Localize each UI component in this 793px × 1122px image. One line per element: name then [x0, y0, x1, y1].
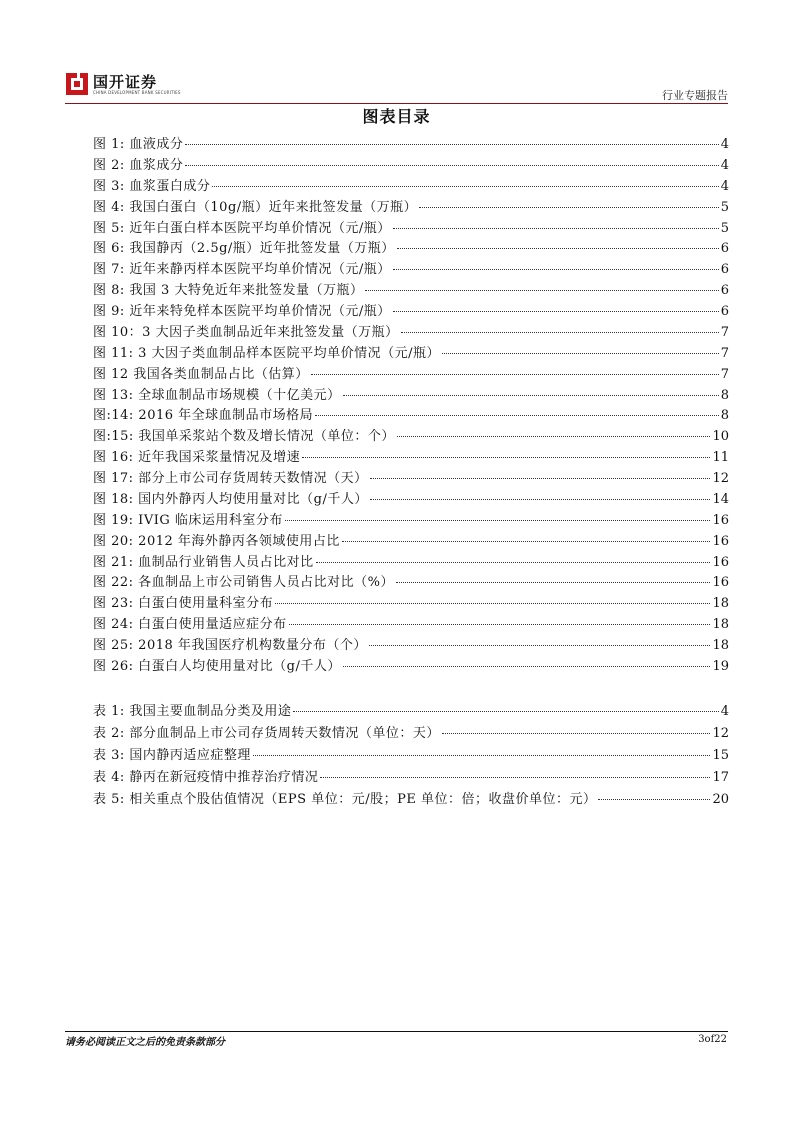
toc-entry-label: 图 16: 近年我国采浆量情况及增速	[93, 450, 301, 466]
figure-toc-entry[interactable]	[93, 407, 729, 425]
toc-dot-leader	[275, 603, 710, 604]
toc-entry-page: 7	[720, 345, 729, 361]
table-toc-entry[interactable]	[93, 791, 729, 809]
figure-toc-entry[interactable]	[93, 366, 729, 384]
toc-entry-label: 图:15: 我国单采浆站个数及增长情况（单位：个）	[93, 429, 395, 445]
toc-entry-label: 图 6: 我国静丙（2.5g/瓶）近年批签发量（万瓶）	[93, 241, 395, 257]
figure-toc-entry[interactable]	[93, 199, 729, 217]
figure-toc-entry[interactable]	[93, 428, 729, 446]
toc-dot-leader	[369, 645, 711, 646]
figure-toc-entry[interactable]	[93, 616, 729, 634]
figure-toc-entry[interactable]	[93, 533, 729, 551]
figure-toc-entry[interactable]	[93, 220, 729, 238]
toc-dot-leader	[370, 478, 711, 479]
toc-entry-page: 6	[720, 304, 729, 319]
toc-entry-page: 8	[720, 408, 729, 424]
figure-toc-entry[interactable]	[93, 637, 729, 655]
toc-entry-page: 7	[720, 366, 729, 382]
figure-toc-entry[interactable]	[93, 178, 729, 196]
page-title: 图表目录	[362, 107, 431, 126]
toc-entry-page: 15	[712, 748, 729, 763]
toc-dot-leader	[342, 541, 711, 542]
toc-entry-page: 6	[720, 262, 729, 278]
toc-entry-page: 19	[712, 658, 729, 674]
toc-entry-label: 图 26: 白蛋白人均使用量对比（g/千人）	[93, 658, 341, 674]
toc-entry-page: 17	[712, 770, 729, 785]
figure-toc-entry[interactable]	[93, 574, 729, 592]
figure-toc-entry[interactable]	[93, 658, 729, 676]
footer-divider	[65, 1031, 728, 1032]
toc-entry-page: 6	[720, 241, 729, 257]
figure-toc-entry[interactable]	[93, 512, 729, 530]
toc-entry-label: 图:14: 2016 年全球血制品市场格局	[93, 408, 314, 424]
figure-toc	[93, 136, 729, 676]
table-toc-entry[interactable]	[93, 769, 729, 787]
toc-entry-label: 表 2: 部分血制品上市公司存货周转天数情况（单位：天）	[93, 726, 440, 741]
toc-entry-label: 表 5: 相关重点个股估值情况（EPS 单位：元/股；PE 单位：倍；收盘价单位：元）	[93, 792, 597, 807]
toc-dot-leader	[442, 733, 711, 734]
disclaimer: 请务必阅读正文之后的免责条款部分	[65, 1037, 225, 1048]
figure-toc-entry[interactable]	[93, 240, 729, 258]
toc-entry-label: 图 25: 2018 年我国医疗机构数量分布（个）	[93, 638, 367, 653]
toc-entry-label: 图 10：3 大因子类血制品近年来批签发量（万瓶）	[93, 324, 399, 340]
toc-entry-label: 图 7: 近年来静丙样本医院平均单价情况（元/瓶）	[93, 262, 391, 278]
toc-entry-label: 图 17: 部分上市公司存货周转天数情况（天）	[93, 471, 368, 486]
toc-entry-page: 16	[712, 512, 729, 528]
toc-dot-leader	[316, 562, 711, 563]
toc-entry-page: 5	[720, 199, 729, 215]
toc-entry-label: 表 3: 国内静丙适应症整理	[93, 748, 251, 763]
toc-entry-label: 图 4: 我国白蛋白（10g/瓶）近年来批签发量（万瓶）	[93, 199, 418, 215]
toc-entry-page: 4	[720, 704, 729, 719]
figure-toc-entry[interactable]	[93, 261, 729, 279]
toc-dot-leader	[598, 799, 710, 800]
brand-logo-icon	[66, 73, 88, 95]
toc-dot-leader	[401, 332, 719, 333]
toc-dot-leader	[343, 666, 711, 667]
toc-entry-page: 20	[712, 792, 729, 807]
toc-dot-leader	[302, 457, 710, 458]
figure-toc-entry[interactable]	[93, 491, 729, 509]
toc-entry-label: 图 1: 血液成分	[93, 137, 184, 152]
toc-dot-leader	[397, 248, 719, 249]
toc-entry-page: 18	[712, 596, 729, 612]
figure-toc-entry[interactable]	[93, 554, 729, 572]
toc-entry-page: 11	[712, 450, 729, 466]
toc-dot-leader	[397, 436, 711, 437]
toc-dot-leader	[285, 520, 711, 521]
figure-toc-entry[interactable]	[93, 157, 729, 175]
toc-dot-leader	[253, 755, 711, 756]
figure-toc-entry[interactable]	[93, 136, 729, 154]
toc-entry-label: 图 8: 我国 3 大特免近年来批签发量（万瓶）	[93, 283, 364, 299]
figure-toc-entry[interactable]	[93, 387, 729, 405]
toc-entry-label: 表 4: 静丙在新冠疫情中推荐治疗情况	[93, 770, 319, 785]
brand-name: 国开证券	[93, 73, 158, 91]
toc-dot-leader	[320, 777, 710, 778]
toc-dot-leader	[393, 228, 719, 229]
report-type: 行业专题报告	[662, 89, 728, 102]
figure-toc-entry[interactable]	[93, 449, 729, 467]
figure-toc-entry[interactable]	[93, 282, 729, 300]
toc-dot-leader	[365, 290, 718, 291]
toc-entry-label: 图 9: 近年来特免样本医院平均单价情况（元/瓶）	[93, 304, 391, 319]
figure-toc-entry[interactable]	[93, 303, 729, 321]
toc-entry-label: 图 3: 血浆蛋白成分	[93, 178, 211, 194]
figure-toc-list	[93, 136, 729, 676]
toc-entry-page: 16	[712, 533, 729, 549]
toc-entry-label: 表 1: 我国主要血制品分类及用途	[93, 704, 292, 719]
toc-entry-page: 8	[720, 387, 729, 403]
toc-entry-page: 18	[712, 617, 729, 633]
toc-dot-leader	[393, 311, 719, 312]
table-toc-entry[interactable]	[93, 747, 729, 765]
toc-entry-page: 12	[712, 471, 729, 486]
toc-dot-leader	[370, 499, 711, 500]
toc-dot-leader	[212, 186, 718, 187]
toc-dot-leader	[442, 353, 719, 354]
toc-entry-label: 图 24: 白蛋白使用量适应症分布	[93, 617, 287, 633]
toc-dot-leader	[311, 374, 719, 375]
toc-dot-leader	[315, 415, 719, 416]
toc-entry-label: 图 22: 各血制品上市公司销售人员占比对比（%）	[93, 575, 395, 591]
toc-entry-page: 4	[720, 137, 729, 152]
brand-subtitle: CHINA DEVELOPMENT BANK SECURITIES	[93, 90, 181, 95]
figure-toc-entry[interactable]	[93, 324, 729, 342]
table-toc-entry[interactable]	[93, 725, 729, 743]
toc-entry-label: 图 21: 血制品行业销售人员占比对比	[93, 554, 314, 570]
figure-toc-entry[interactable]	[93, 595, 729, 613]
toc-entry-page: 6	[720, 283, 729, 299]
toc-dot-leader	[343, 395, 719, 396]
toc-dot-leader	[185, 144, 718, 145]
table-toc	[93, 703, 729, 809]
toc-entry-label: 图 11: 3 大因子类血制品样本医院平均单价情况（元/瓶）	[93, 345, 440, 361]
toc-dot-leader	[419, 207, 719, 208]
toc-entry-page: 5	[720, 220, 729, 236]
toc-entry-page: 4	[720, 157, 729, 173]
toc-dot-leader	[393, 269, 719, 270]
figure-toc-entry[interactable]	[93, 345, 729, 363]
toc-entry-page: 4	[720, 178, 729, 194]
toc-entry-label: 图 2: 血浆成分	[93, 157, 184, 173]
toc-dot-leader	[289, 624, 711, 625]
toc-entry-page: 18	[712, 638, 729, 653]
toc-dot-leader	[185, 165, 718, 166]
toc-entry-page: 7	[720, 324, 729, 340]
toc-entry-label: 图 20: 2012 年海外静丙各领域使用占比	[93, 533, 340, 549]
toc-entry-page: 14	[712, 491, 729, 507]
toc-dot-leader	[396, 582, 710, 583]
page-number: 3of22	[698, 1034, 727, 1045]
toc-entry-label: 图 19: IVIG 临床运用科室分布	[93, 512, 283, 528]
toc-dot-leader	[293, 711, 718, 712]
toc-entry-label: 图 12 我国各类血制品占比（估算）	[93, 366, 309, 382]
figure-toc-entry[interactable]	[93, 470, 729, 488]
toc-entry-page: 12	[712, 726, 729, 741]
table-toc-entry[interactable]	[93, 703, 729, 721]
toc-entry-page: 16	[712, 575, 729, 591]
toc-entry-page: 16	[712, 554, 729, 570]
toc-entry-label: 图 13: 全球血制品市场规模（十亿美元）	[93, 387, 341, 403]
toc-entry-label: 图 23: 白蛋白使用量科室分布	[93, 596, 274, 612]
toc-entry-label: 图 18: 国内外静丙人均使用量对比（g/千人）	[93, 491, 368, 507]
brand-logo	[66, 70, 186, 100]
table-toc-list	[93, 703, 729, 809]
toc-entry-label: 图 5: 近年白蛋白样本医院平均单价情况（元/瓶）	[93, 220, 391, 236]
toc-entry-page: 10	[712, 429, 729, 445]
